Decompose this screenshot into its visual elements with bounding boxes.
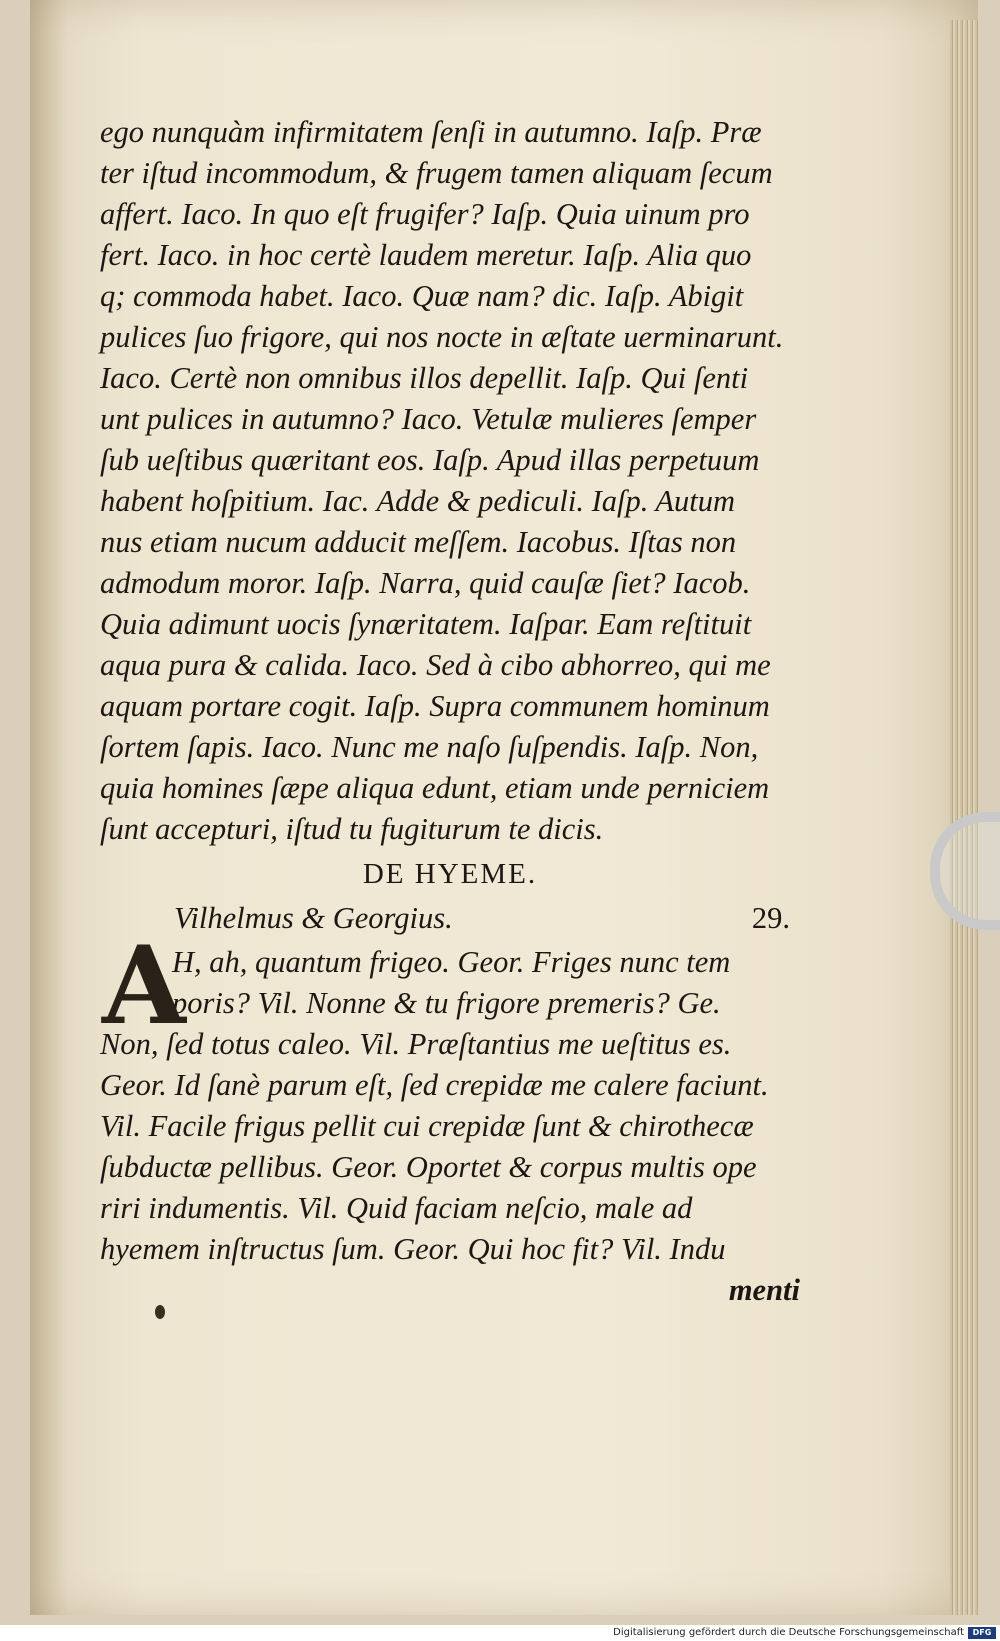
- text-line: ter iſtud incommodum, & frugem tamen aliquam ſecum: [100, 156, 773, 190]
- signature-mark: [155, 1305, 165, 1319]
- text-line: ego nunquàm infirmitatem ſenſi in autumno. Iaſp. Præ: [100, 115, 762, 149]
- text-line: unt pulices in autumno? Iaco. Vetulæ mulieres ſemper: [100, 402, 757, 436]
- section-number: 29.: [751, 901, 790, 935]
- text-line: hyemem inſtructus ſum. Geor. Qui hoc fit? Vil. Indu: [100, 1232, 726, 1266]
- text-line: quia homines ſæpe aliqua edunt, etiam unde perniciem: [100, 771, 770, 805]
- text-line: q; commoda habet. Iaco. Quæ nam? dic. Iaſp. Abigit: [100, 279, 744, 313]
- text-line: Iaco. Certè non omnibus illos depellit. Iaſp. Qui ſenti: [100, 361, 749, 395]
- text-line: aqua pura & calida. Iaco. Sed à cibo abhorreo, qui me: [100, 648, 771, 682]
- page-text: [100, 112, 800, 1310]
- bottom-text-block: [100, 1024, 800, 1270]
- footer: [0, 1625, 1000, 1641]
- text-line: nus etiam nucum adducit meſſem. Iacobus. Iſtas non: [100, 525, 737, 559]
- indented-text-block: [100, 942, 800, 1024]
- footer-credit: Digitalisierung gefördert durch die Deutsche Forschungsgemeinschaft: [613, 1627, 964, 1638]
- text-line: Vil. Facile frigus pellit cui crepidæ ſunt & chirothecæ: [100, 1109, 754, 1143]
- text-line: H, ah, quantum frigeo. Geor. Friges nunc tem: [172, 945, 731, 979]
- drop-cap: A: [102, 923, 186, 1049]
- catchword: menti: [728, 1273, 800, 1307]
- text-line: riri indumentis. Vil. Quid faciam neſcio, male ad: [100, 1191, 693, 1225]
- dfg-logo: DFG: [968, 1627, 996, 1639]
- text-line: fert. Iaco. in hoc certè laudem meretur. Iaſp. Alia quo: [100, 238, 752, 272]
- text-line: ſortem ſapis. Iaco. Nunc me naſo ſuſpendis. Iaſp. Non,: [100, 730, 759, 764]
- text-line: pulices ſuo frigore, qui nos nocte in æſtate uerminarunt.: [100, 320, 784, 354]
- section-heading: DE HYEME.: [362, 858, 538, 890]
- text-line: admodum moror. Iaſp. Narra, quid cauſæ ſiet? Iacob.: [100, 566, 751, 600]
- text-line: Geor. Id ſanè parum eſt, ſed crepidæ me calere faciunt.: [100, 1068, 769, 1102]
- speakers-label: Vilhelmus & Georgius.: [174, 901, 453, 935]
- text-line: ſunt accepturi, iſtud tu fugiturum te dicis.: [100, 812, 604, 846]
- text-line: poris? Vil. Nonne & tu frigore premeris? Ge.: [172, 986, 721, 1020]
- text-line: aquam portare cogit. Iaſp. Supra communem hominum: [100, 689, 770, 723]
- text-line: affert. Iaco. In quo eſt frugifer? Iaſp. Quia uinum pro: [100, 197, 750, 231]
- text-line: ſubductæ pellibus. Geor. Oportet & corpus multis ope: [100, 1150, 757, 1184]
- text-line: habent hoſpitium. Iac. Adde & pediculi. Iaſp. Autum: [100, 484, 736, 518]
- text-line: Non, ſed totus caleo. Vil. Præſtantius me ueſtitus es.: [100, 1027, 732, 1061]
- text-line: ſub ueſtibus quæritant eos. Iaſp. Apud illas perpetuum: [100, 443, 760, 477]
- speakers-line: [100, 898, 800, 942]
- text-line: Quia adimunt uocis ſynæritatem. Iaſpar. Eam reſtituit: [100, 607, 752, 641]
- top-text-block: [100, 112, 800, 850]
